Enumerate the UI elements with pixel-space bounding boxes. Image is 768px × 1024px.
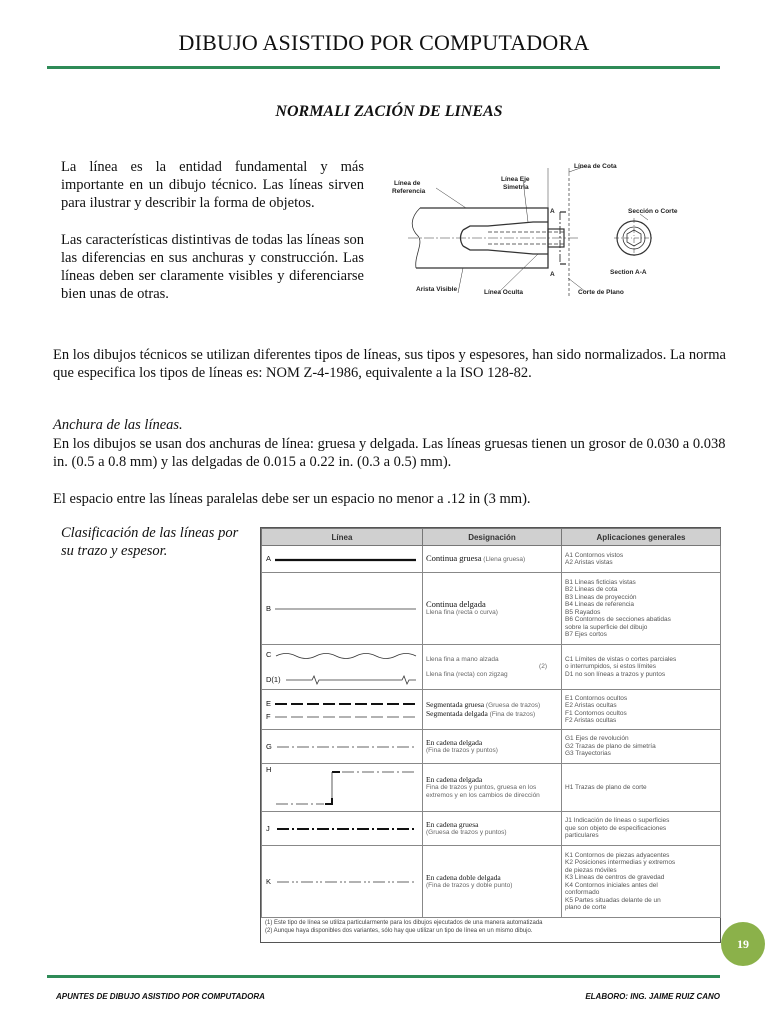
- applications: [562, 846, 721, 918]
- app-item: A2 Aristas vistas: [565, 559, 613, 566]
- table-row: [262, 645, 721, 690]
- app-item: B3 Líneas de proyección: [565, 593, 637, 601]
- line-sample-h: [262, 764, 423, 812]
- table-row: [262, 846, 721, 918]
- app-item: plano de corte: [565, 904, 607, 911]
- designation-sub: Llena fina (recta) con zigzag: [426, 670, 508, 678]
- app-item: B1 Líneas ficticias vistas: [565, 578, 636, 586]
- applications: [562, 812, 721, 846]
- app-item: K2 Posiciones intermedias y extremos: [565, 859, 676, 866]
- intro-paragraph-2: Las características distintivas de todas las líneas son las diferencias en sus anchuras y construcción. Las líneas deben ser claramente visibles y diferenciarse bien unas de otras.: [61, 232, 364, 302]
- section-title: NORMALI ZACIÓN DE LINEAS: [275, 103, 503, 120]
- row-label: H: [266, 765, 272, 774]
- app-item: D1 no son líneas a trazos y puntos: [565, 670, 666, 678]
- footer-right-text: ELABORO: ING. JAIME RUIZ CANO: [585, 992, 720, 1001]
- col-header-designacion: Designación: [423, 529, 562, 546]
- table-row: [262, 812, 721, 846]
- table-row: [262, 764, 721, 812]
- app-item: K3 Líneas de centros de gravedad: [565, 874, 665, 881]
- row-label: A: [266, 554, 272, 563]
- designation-sub: (Fina de trazos y doble punto): [426, 882, 513, 889]
- label-referencia: Referencia: [392, 188, 426, 195]
- designation: En cadena doble delgada: [426, 872, 501, 882]
- table-row: [262, 546, 721, 573]
- footnote-1: (1) Este tipo de línea se utiliza particularmente para los dibujos ejecutados de una manera automatizada: [265, 920, 543, 926]
- app-item: C1 Límites de vistas o cortes parciales: [565, 655, 677, 663]
- row-label: C: [266, 650, 272, 659]
- row-label: J: [266, 824, 270, 833]
- intro-paragraph-1: La línea es la entidad fundamental y más importante en un dibujo técnico. Las líneas sirven para ilustrar y describir la forma de objetos.: [61, 159, 364, 211]
- designation: Continua gruesa: [426, 552, 482, 563]
- row-label: K: [266, 877, 272, 886]
- line-sample-b: [262, 573, 423, 645]
- col-header-linea: Línea: [262, 529, 423, 546]
- body-paragraph-norma: En los dibujos técnicos se utilizan diferentes tipos de líneas, sus tipos y espesores, han sido normalizados. La norma que especifica los tipos de líneas es: NOM Z-4-1986, equivalente a la ISO 128-82.: [53, 347, 726, 381]
- label-linea-de: Línea de: [394, 180, 421, 187]
- app-item: G1 Ejes de revolución: [565, 735, 629, 743]
- designation-sub: (Fina de trazos y puntos): [426, 747, 498, 754]
- app-item: F1 Contornos ocultos: [565, 709, 627, 717]
- designation: Continua delgada: [426, 598, 486, 609]
- app-item: B2 Líneas de cota: [565, 586, 618, 593]
- designation-sub: (Fina de trazos): [489, 710, 536, 718]
- applications: [562, 546, 721, 573]
- header-rule: [47, 66, 720, 69]
- app-item: E1 Contornos ocultos: [565, 694, 628, 702]
- app-item: o interrumpidos, si estos límites: [565, 663, 657, 671]
- applications: [562, 764, 721, 812]
- app-item: G3 Trayectorias: [565, 750, 611, 758]
- technical-drawing-diagram: [388, 158, 720, 308]
- designation-note: (2): [539, 663, 547, 670]
- label-corte-plano: Corte de Plano: [578, 289, 624, 296]
- line-types-table: [260, 527, 721, 943]
- classification-title: Clasificación de las líneas por su trazo y espesor.: [61, 525, 239, 559]
- app-item: conformado: [565, 889, 600, 896]
- table-row: [262, 730, 721, 764]
- designation: Segmentada delgada: [426, 708, 488, 718]
- designation: En cadena delgada: [426, 737, 483, 747]
- app-item: H1 Trazas de plano de corte: [565, 783, 647, 791]
- app-item: sobre la superficie del dibujo: [565, 623, 648, 631]
- designation-sub: Fina de trazos y puntos, gruesa en los extremos y en los cambios de dirección: [426, 784, 540, 799]
- app-item: B5 Rayados: [565, 608, 601, 616]
- row-label: E: [266, 699, 272, 708]
- label-linea-oculta: Línea Oculta: [484, 289, 524, 296]
- app-item: K5 Partes situadas delante de un: [565, 896, 661, 904]
- label-arista-visible: Arista Visible: [416, 286, 458, 293]
- app-item: A1 Contornos vistos: [565, 551, 624, 559]
- app-item: K1 Contornos de piezas adyacentes: [565, 851, 670, 859]
- body-paragraph-espacio: El espacio entre las líneas paralelas debe ser un espacio no menor a .12 in (3 mm).: [53, 491, 531, 507]
- label-a-top: A: [550, 208, 555, 215]
- app-item: particulares: [565, 832, 599, 840]
- applications: [562, 645, 721, 690]
- app-item: E2 Aristas ocultas: [565, 702, 617, 709]
- footer-rule: [47, 975, 720, 978]
- app-item: de piezas móviles: [565, 866, 617, 874]
- line-sample-k: [262, 846, 423, 918]
- applications: [562, 573, 721, 645]
- line-sample-a: [262, 546, 423, 573]
- designation-sub: Llena fina a mano alzada: [426, 655, 499, 663]
- app-item: B6 Contornos de secciones abatidas: [565, 616, 671, 623]
- footnote-2: (2) Aunque haya disponibles dos variantes, sólo hay que utilizar un tipo de línea en un mismo dibujo.: [265, 927, 533, 934]
- line-sample-g: [262, 730, 423, 764]
- page-number-badge: 19: [721, 922, 765, 966]
- designation: En cadena gruesa: [426, 819, 479, 829]
- label-seccion-corte: Sección o Corte: [628, 208, 678, 215]
- table-footnotes: [261, 918, 720, 937]
- app-item: K4 Contornos iniciales antes del: [565, 881, 658, 889]
- app-item: que son objeto de especificaciones: [565, 824, 667, 832]
- subsection-title-anchura: Anchura de las líneas.: [53, 417, 183, 433]
- body-paragraph-anchura: En los dibujos se usan dos anchuras de línea: gruesa y delgada. Las líneas gruesas tienen un grosor de 0.030 a 0.038 in. (0.5 a 0.8 mm) y las delgadas de 0.015 a 0.22 in. (0.3 a 0.5) mm).: [53, 436, 726, 470]
- row-label: B: [266, 604, 272, 613]
- app-item: B4 Líneas de referencia: [565, 601, 635, 608]
- footer-left-text: APUNTES DE DIBUJO ASISTIDO POR COMPUTADORA: [56, 992, 265, 1001]
- line-sample-j: [262, 812, 423, 846]
- app-item: B7 Ejes cortos: [565, 631, 607, 638]
- app-item: G2 Trazas de plano de simetría: [565, 742, 656, 750]
- app-item: F2 Aristas ocultas: [565, 717, 617, 724]
- label-linea-eje: Línea Eje: [501, 176, 530, 183]
- table-row: [262, 690, 721, 730]
- label-a-bottom: A: [550, 271, 555, 278]
- line-sample-c-d: [262, 645, 423, 690]
- designation-sub: (Llena gruesa): [483, 555, 526, 563]
- label-linea-cota: Línea de Cota: [574, 163, 617, 170]
- table-row: [262, 573, 721, 645]
- designation-sub: (Gruesa de trazos y puntos): [426, 829, 507, 836]
- applications: [562, 690, 721, 730]
- designation-sub: Llena fina (recta o curva): [426, 609, 498, 616]
- app-item: J1 Indicación de líneas o superficies: [565, 817, 670, 825]
- designation: En cadena delgada: [426, 774, 483, 784]
- designation-sub: (Gruesa de trazos): [485, 702, 541, 709]
- row-label: G: [266, 742, 272, 751]
- col-header-aplicaciones: Aplicaciones generales: [562, 529, 721, 546]
- label-section-aa: Section A-A: [610, 269, 647, 276]
- row-label: F: [266, 712, 271, 721]
- line-sample-e-f: [262, 690, 423, 730]
- label-simetria: Simetría: [503, 184, 529, 191]
- row-label: D(1): [266, 675, 281, 684]
- page-header-title: DIBUJO ASISTIDO POR COMPUTADORA: [178, 30, 590, 55]
- designation: Segmentada gruesa: [426, 700, 485, 709]
- applications: [562, 730, 721, 764]
